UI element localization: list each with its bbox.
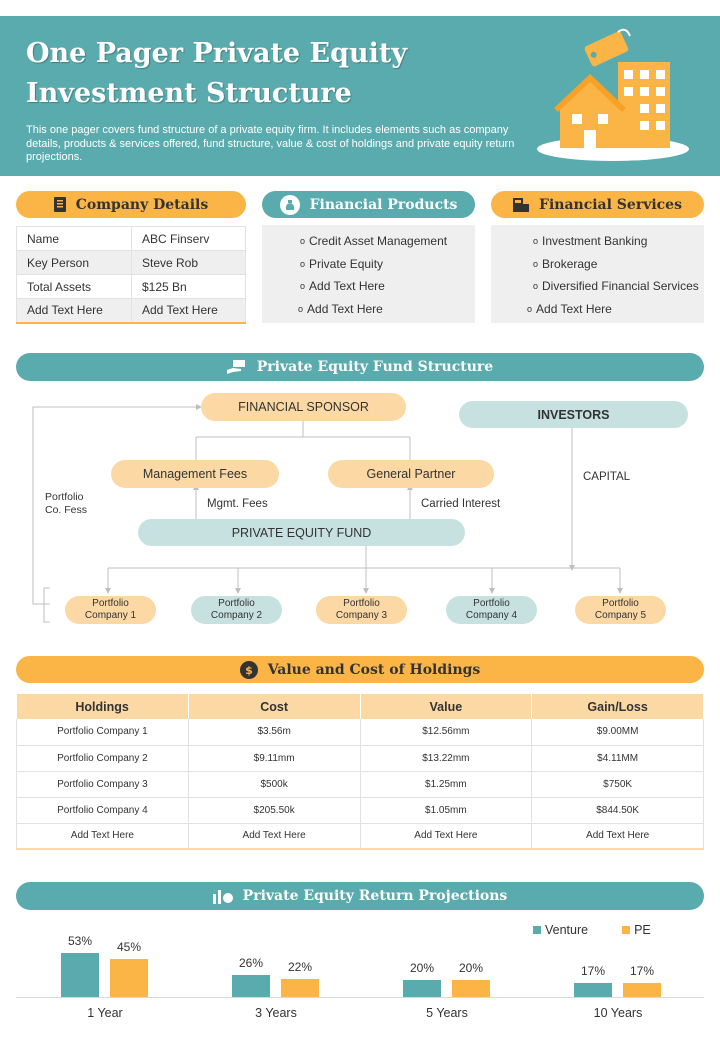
holdings-table [16,694,704,850]
page-description: This one pager covers fund structure of a private equity firm. It includes elements such as company details, products & services offered, fund structure, value & cost of holdings and private equity return projections. [26,124,515,163]
document-icon [54,197,66,212]
row-label: Total Assets [17,275,132,299]
portfolio-company-4: Portfolio Company 4 [446,596,537,624]
holdings-header: $ Value and Cost of Holdings [16,656,704,683]
fund-structure-header: Private Equity Fund Structure [16,353,704,381]
financial-services-list [491,225,704,323]
bar-venture-2 [232,975,270,997]
company-details-header: Company Details [16,191,246,218]
capital-label: CAPITAL [583,471,631,483]
table-row [17,251,246,275]
financial-sponsor-node: FINANCIAL SPONSOR [201,393,406,421]
list-item: o Add Text Here [527,298,704,321]
page-title: One Pager Private Equity Investment Structure [26,38,408,109]
bar-label: 17% [580,964,606,978]
bar-label: 45% [116,940,142,954]
column-header: Gain/Loss [532,694,704,719]
financial-products-list [262,225,475,323]
chart-money-icon [213,888,233,904]
private-equity-fund-node: PRIVATE EQUITY FUND [138,519,465,546]
dollar-bag-icon [240,661,258,679]
bar-pe-1 [110,959,148,997]
investors-node: INVESTORS [459,401,688,428]
row-value: Steve Rob [132,251,246,275]
table-header-row [17,694,704,719]
list-item: o Diversified Financial Services [533,275,704,298]
legend-venture-swatch [533,926,541,934]
portfolio-company-5: Portfolio Company 5 [575,596,666,624]
carried-interest-label: Carried Interest [421,498,501,510]
table-row: Add Text Here Add Text Here Add Text Here Add Text Here [17,823,704,849]
financial-products-header: Financial Products [262,191,475,218]
svg-text:$: $ [244,663,253,677]
x-tick-label: 1 Year [87,1006,123,1020]
general-partner-node: General Partner [328,460,494,488]
calculator-icon [513,198,529,212]
list-item: o Add Text Here [300,275,475,298]
x-tick-label: 3 Years [255,1006,297,1020]
legend-pe-label: PE [634,923,651,937]
bar-pe-3 [452,980,490,997]
table-row: Portfolio Company 4 $205.50k $1.05mm $844.50K [17,797,704,823]
row-value: Add Text Here [132,299,246,323]
hand-money-icon [227,360,247,374]
projections-header: Private Equity Return Projections [16,882,704,910]
list-item: o Private Equity [300,253,475,276]
bar-label: 20% [409,961,435,975]
list-item: o Credit Asset Management [300,230,475,253]
list-item: o Add Text Here [298,298,475,321]
column-header: Holdings [17,694,189,719]
bar-label: 53% [67,934,93,948]
portfolio-fees-label: Portfolio Co. Fess [45,491,88,516]
company-details-table [16,226,246,324]
column-header: Value [360,694,532,719]
row-label: Add Text Here [17,299,132,323]
portfolio-company-1: Portfolio Company 1 [65,596,156,624]
list-item: o Investment Banking [533,230,704,253]
legend-venture-label: Venture [545,923,589,937]
bar-pe-2 [281,979,319,997]
chart-baseline [16,997,704,998]
portfolio-company-2: Portfolio Company 2 [191,596,282,624]
mgmt-fees-label: Mgmt. Fees [207,498,268,510]
bar-venture-4 [574,983,612,997]
chart-legend [533,923,651,937]
x-tick-label: 5 Years [426,1006,468,1020]
bar-label: 20% [458,961,484,975]
legend-pe-swatch [622,926,630,934]
list-item: o Brokerage [533,253,704,276]
table-row: Portfolio Company 1 $3.56m $12.56mm $9.00MM [17,719,704,745]
bar-label: 26% [238,956,264,970]
table-row [17,299,246,323]
row-label: Name [17,227,132,251]
table-row: Portfolio Company 2 $9.11mm $13.22mm $4.11MM [17,745,704,771]
bar-pe-4 [623,983,661,997]
table-row [17,227,246,251]
row-label: Key Person [17,251,132,275]
return-projections-chart [0,915,720,1040]
bar-label: 22% [287,960,313,974]
bar-label: 17% [629,964,655,978]
money-bag-icon [280,195,300,215]
portfolio-company-3: Portfolio Company 3 [316,596,407,624]
table-row [17,275,246,299]
bar-venture-3 [403,980,441,997]
management-fees-node: Management Fees [111,460,279,488]
row-value: ABC Finserv [132,227,246,251]
column-header: Cost [188,694,360,719]
bar-venture-1 [61,953,99,997]
real-estate-illustration-icon [534,28,694,166]
table-row: Portfolio Company 3 $500k $1.25mm $750K [17,771,704,797]
x-tick-label: 10 Years [593,1006,643,1020]
row-value: $125 Bn [132,275,246,299]
financial-services-header: Financial Services [491,191,704,218]
